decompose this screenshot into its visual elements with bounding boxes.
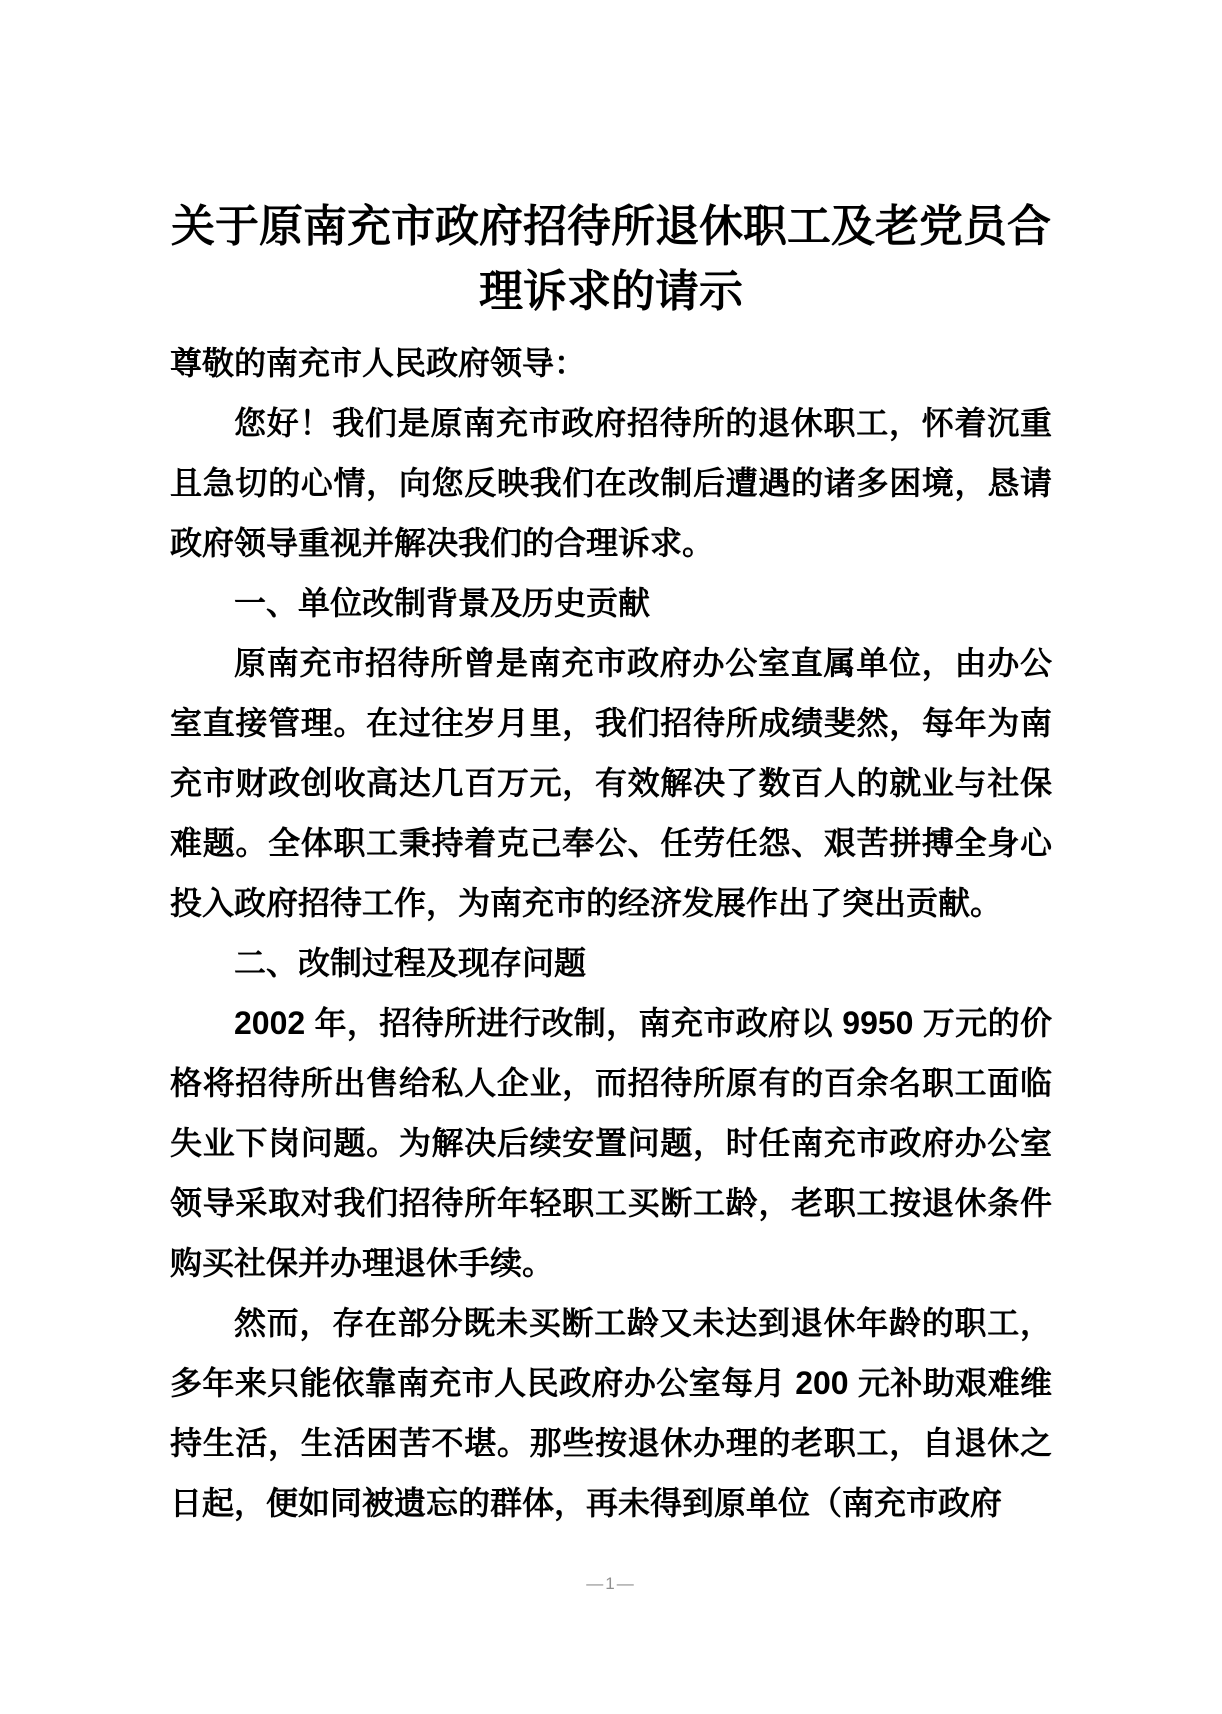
section-heading-restructuring: 二、改制过程及现存问题 (234, 945, 587, 981)
document-body (170, 333, 1052, 1533)
salutation-line: 尊敬的南充市人民政府领导： (170, 345, 587, 381)
background-paragraph: 原南充市招待所曾是南充市政府办公室直属单位，由办公室直接管理。在过往岁月里，我们招待所成绩斐然，每年为南充市财政创收高达几百万元，有效解决了数百人的就业与社保难题。全体职工秉持着克己奉公、任劳任怨、艰苦拼搏全身心投入政府招待工作，为南充市的经济发展作出了突出贡献。 (170, 645, 1052, 921)
hardship-paragraph: 然而，存在部分既未买断工龄又未达到退休年龄的职工，多年来只能依靠南充市人民政府办公室每月 200 元补助艰难维持生活，生活困苦不堪。那些按退休办理的老职工，自退休之日起，便如同被遗忘的群体，再未得到原单位（南充市政府 (170, 1305, 1052, 1521)
page-number: —1— (586, 1574, 636, 1593)
intro-paragraph: 您好！我们是原南充市政府招待所的退休职工，怀着沉重且急切的心情，向您反映我们在改制后遭遇的诸多困境，恳请政府领导重视并解决我们的合理诉求。 (170, 405, 1052, 561)
section-heading-background: 一、单位改制背景及历史贡献 (234, 585, 651, 621)
restructuring-paragraph: 2002 年，招待所进行改制，南充市政府以 9950 万元的价格将招待所出售给私人企业，而招待所原有的百余名职工面临失业下岗问题。为解决后续安置问题，时任南充市政府办公室领导采取对我们招待所年轻职工买断工龄，老职工按退休条件购买社保并办理退休手续。 (170, 1005, 1052, 1281)
document-title: 关于原南充市政府招待所退休职工及老党员合理诉求的请示 (171, 202, 1051, 316)
